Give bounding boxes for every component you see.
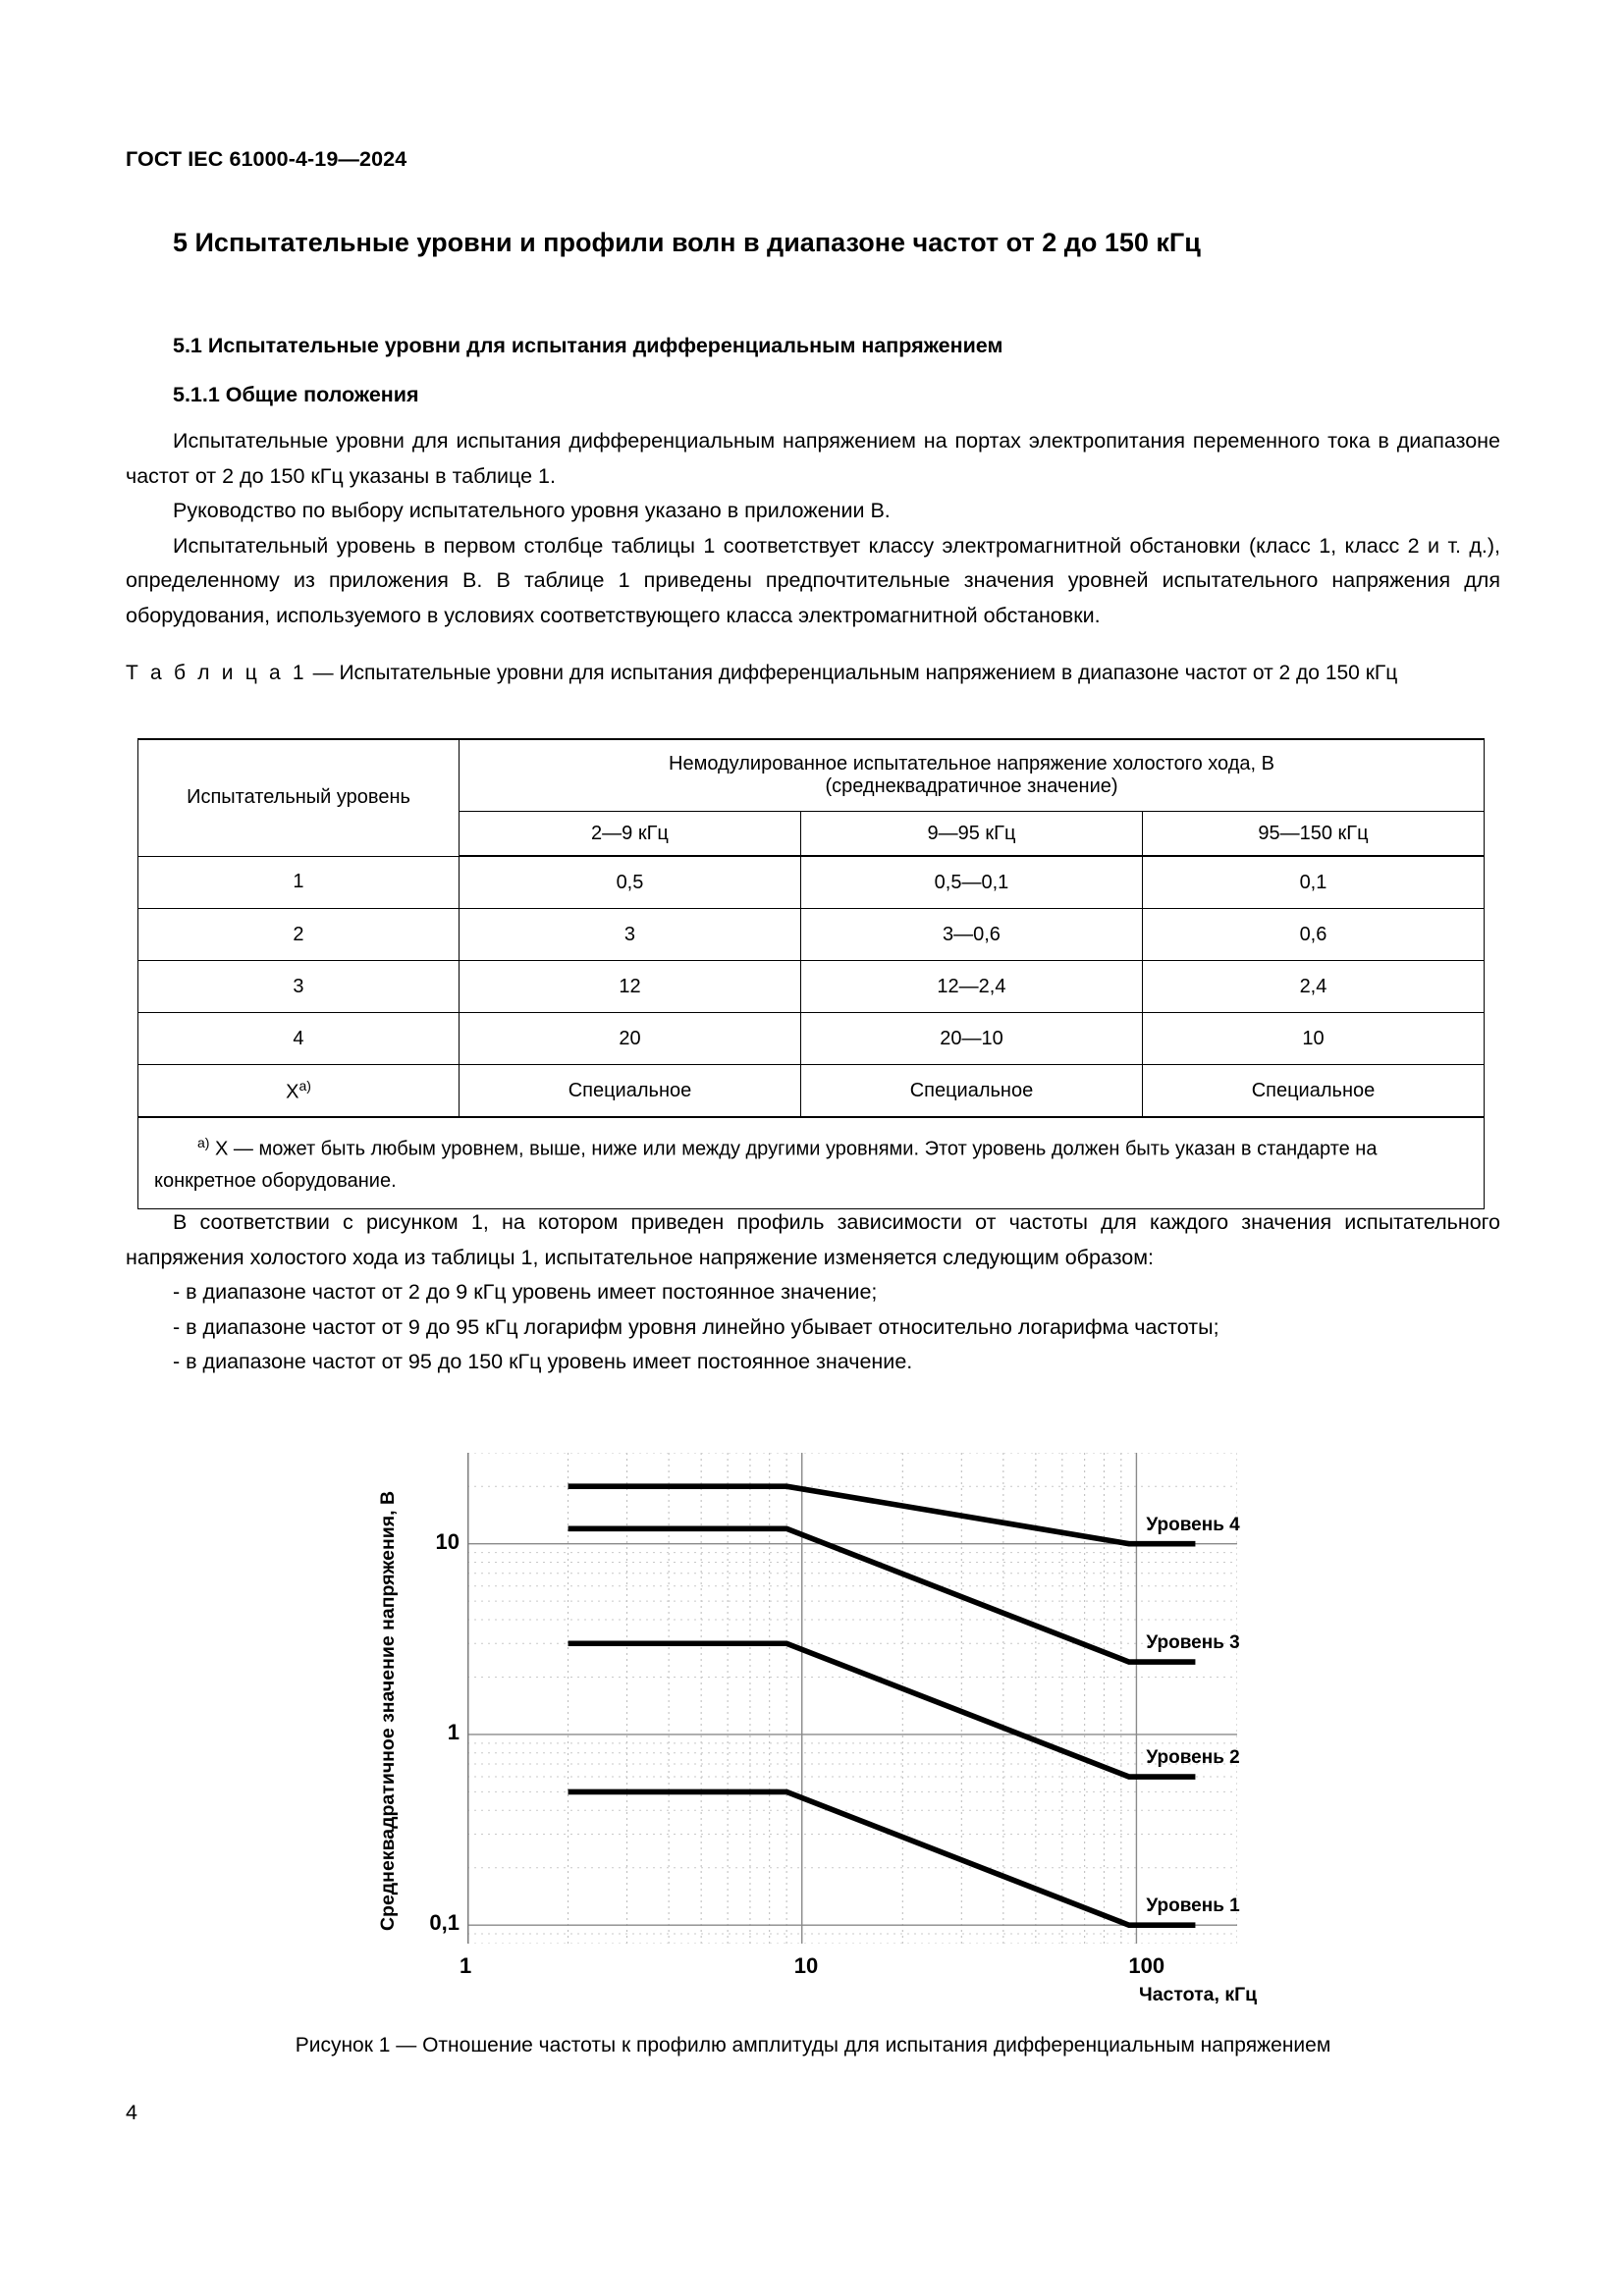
chart-svg xyxy=(467,1453,1240,1944)
cell-95-150: 0,6 xyxy=(1142,909,1484,961)
table-header-cell-voltage-group xyxy=(459,739,1484,812)
chart-x-tick: 1 xyxy=(460,1953,472,1978)
cell-level: 2 xyxy=(138,909,460,961)
table-row xyxy=(138,1013,1485,1065)
table-header-cell-level: Испытательный уровень xyxy=(138,739,460,856)
bullet-item-3: - в диапазоне частот от 95 до 150 кГц уровень имеет постоянное значение. xyxy=(173,1350,913,1373)
table-head xyxy=(138,739,1485,856)
chart-series-label-level-1: Уровень 1 xyxy=(1146,1896,1240,1917)
table-1-wrapper xyxy=(137,738,1485,1209)
page-number: 4 xyxy=(126,2101,137,2124)
figure-caption: Рисунок 1 — Отношение частоты к профилю амплитуды для испытания дифференциальным напряжением xyxy=(295,2034,1331,2056)
cell-level xyxy=(138,1065,460,1118)
group-header-line-2: (среднеквадратичное значение) xyxy=(825,775,1118,797)
cell-2-9: Специальное xyxy=(459,1065,800,1118)
footnote-text: X — может быть любым уровнем, выше, ниже или между другими уровнями. Этот уровень должен быть указан в стандарте на конкретное оборудование. xyxy=(154,1138,1378,1192)
chart-plot-area xyxy=(467,1453,1240,1944)
cell-2-9: 3 xyxy=(459,909,800,961)
cell-9-95: Специальное xyxy=(800,1065,1142,1118)
chart-y-tick: 10 xyxy=(435,1528,460,1554)
chart-x-tick: 100 xyxy=(1128,1953,1165,1978)
figure-1 xyxy=(363,1441,1345,2010)
post-table-paragraphs xyxy=(126,1205,1500,1380)
table-header-row-group xyxy=(138,739,1485,812)
running-header: ГОСТ IEC 61000-4-19—2024 xyxy=(126,147,407,171)
table-subheader-9-95: 9—95 кГц xyxy=(800,812,1142,857)
table-row xyxy=(138,1065,1485,1118)
chart-x-axis-label: Частота, кГц xyxy=(1139,1984,1258,2005)
cell-95-150: Специальное xyxy=(1142,1065,1484,1118)
chart-y-tick-group xyxy=(389,1441,460,2010)
section-heading-5: 5 Испытательные уровни и профили волн в диапазоне частот от 2 до 150 кГц xyxy=(173,228,1201,257)
paragraph-3: Испытательный уровень в первом столбце таблицы 1 соответствует классу электромагнитной обстановки (класс 1, класс 2 и т. д.), определенному из приложения В. В таблице 1 приведены предпочтительные значения уровней испытательного напряжения для оборудования, используемого в условиях соответствующего класса электромагнитной обстановки. xyxy=(126,533,1500,627)
cell-level-footnote-marker: a) xyxy=(298,1077,311,1094)
cell-9-95: 0,5—0,1 xyxy=(800,856,1142,909)
cell-95-150: 0,1 xyxy=(1142,856,1484,909)
table-body xyxy=(138,856,1485,1208)
cell-9-95: 12—2,4 xyxy=(800,961,1142,1013)
cell-level-text: X xyxy=(286,1081,299,1103)
table-subheader-2-9: 2—9 кГц xyxy=(459,812,800,857)
table-row xyxy=(138,856,1485,909)
bullet-item-1: - в диапазоне частот от 2 до 9 кГц уровень имеет постоянное значение; xyxy=(173,1280,878,1304)
cell-level: 3 xyxy=(138,961,460,1013)
table-caption-dash: — xyxy=(312,662,334,684)
table-footnote-cell xyxy=(138,1117,1485,1208)
section-heading-5-1-1: 5.1.1 Общие положения xyxy=(173,383,419,406)
cell-95-150: 2,4 xyxy=(1142,961,1484,1013)
group-header-line-1: Немодулированное испытательное напряжение холостого хода, В xyxy=(669,753,1274,774)
cell-2-9: 20 xyxy=(459,1013,800,1065)
table-caption xyxy=(126,657,1500,689)
table-footnote-row xyxy=(138,1117,1485,1208)
cell-level: 1 xyxy=(138,856,460,909)
cell-level: 4 xyxy=(138,1013,460,1065)
chart-series-label-level-2: Уровень 2 xyxy=(1146,1747,1240,1769)
chart-x-tick: 10 xyxy=(793,1953,819,1978)
paragraph-4: В соответствии с рисунком 1, на котором приведен профиль зависимости от частоты для каждого значения испытательного напряжения холостого хода из таблицы 1, испытательное напряжение изменяется следующим образом: xyxy=(126,1210,1500,1269)
table-caption-text: Испытательные уровни для испытания дифференциальным напряжением в диапазоне частот от 2 до 150 кГц xyxy=(339,662,1398,684)
paragraph-1: Испытательные уровни для испытания дифференциальным напряжением на портах электропитания переменного тока в диапазоне частот от 2 до 150 кГц указаны в таблице 1. xyxy=(126,429,1500,488)
cell-9-95: 3—0,6 xyxy=(800,909,1142,961)
table-row xyxy=(138,909,1485,961)
table-row xyxy=(138,961,1485,1013)
cell-95-150: 10 xyxy=(1142,1013,1484,1065)
cell-2-9: 12 xyxy=(459,961,800,1013)
cell-9-95: 20—10 xyxy=(800,1013,1142,1065)
section-heading-5-1: 5.1 Испытательные уровни для испытания дифференциальным напряжением xyxy=(173,334,1003,357)
chart-y-axis-label: Среднеквадратичное значение напряжения, В xyxy=(377,1490,399,1932)
table-caption-label: Т а б л и ц а 1 xyxy=(126,662,307,684)
bullet-item-2: - в диапазоне частот от 9 до 95 кГц логарифм уровня линейно убывает относительно логарифма частоты; xyxy=(173,1314,1219,1339)
footnote-marker: a) xyxy=(197,1135,210,1150)
chart-y-tick: 0,1 xyxy=(429,1910,460,1936)
table-1 xyxy=(137,738,1485,1209)
chart-y-tick: 1 xyxy=(447,1719,460,1744)
table-subheader-95-150: 95—150 кГц xyxy=(1142,812,1484,857)
paragraph-2: Руководство по выбору испытательного уровня указано в приложении В. xyxy=(173,499,891,522)
intro-paragraphs xyxy=(126,424,1500,633)
chart-series-label-level-4: Уровень 4 xyxy=(1146,1514,1240,1535)
cell-2-9: 0,5 xyxy=(459,856,800,909)
chart-series-label-level-3: Уровень 3 xyxy=(1146,1632,1240,1654)
